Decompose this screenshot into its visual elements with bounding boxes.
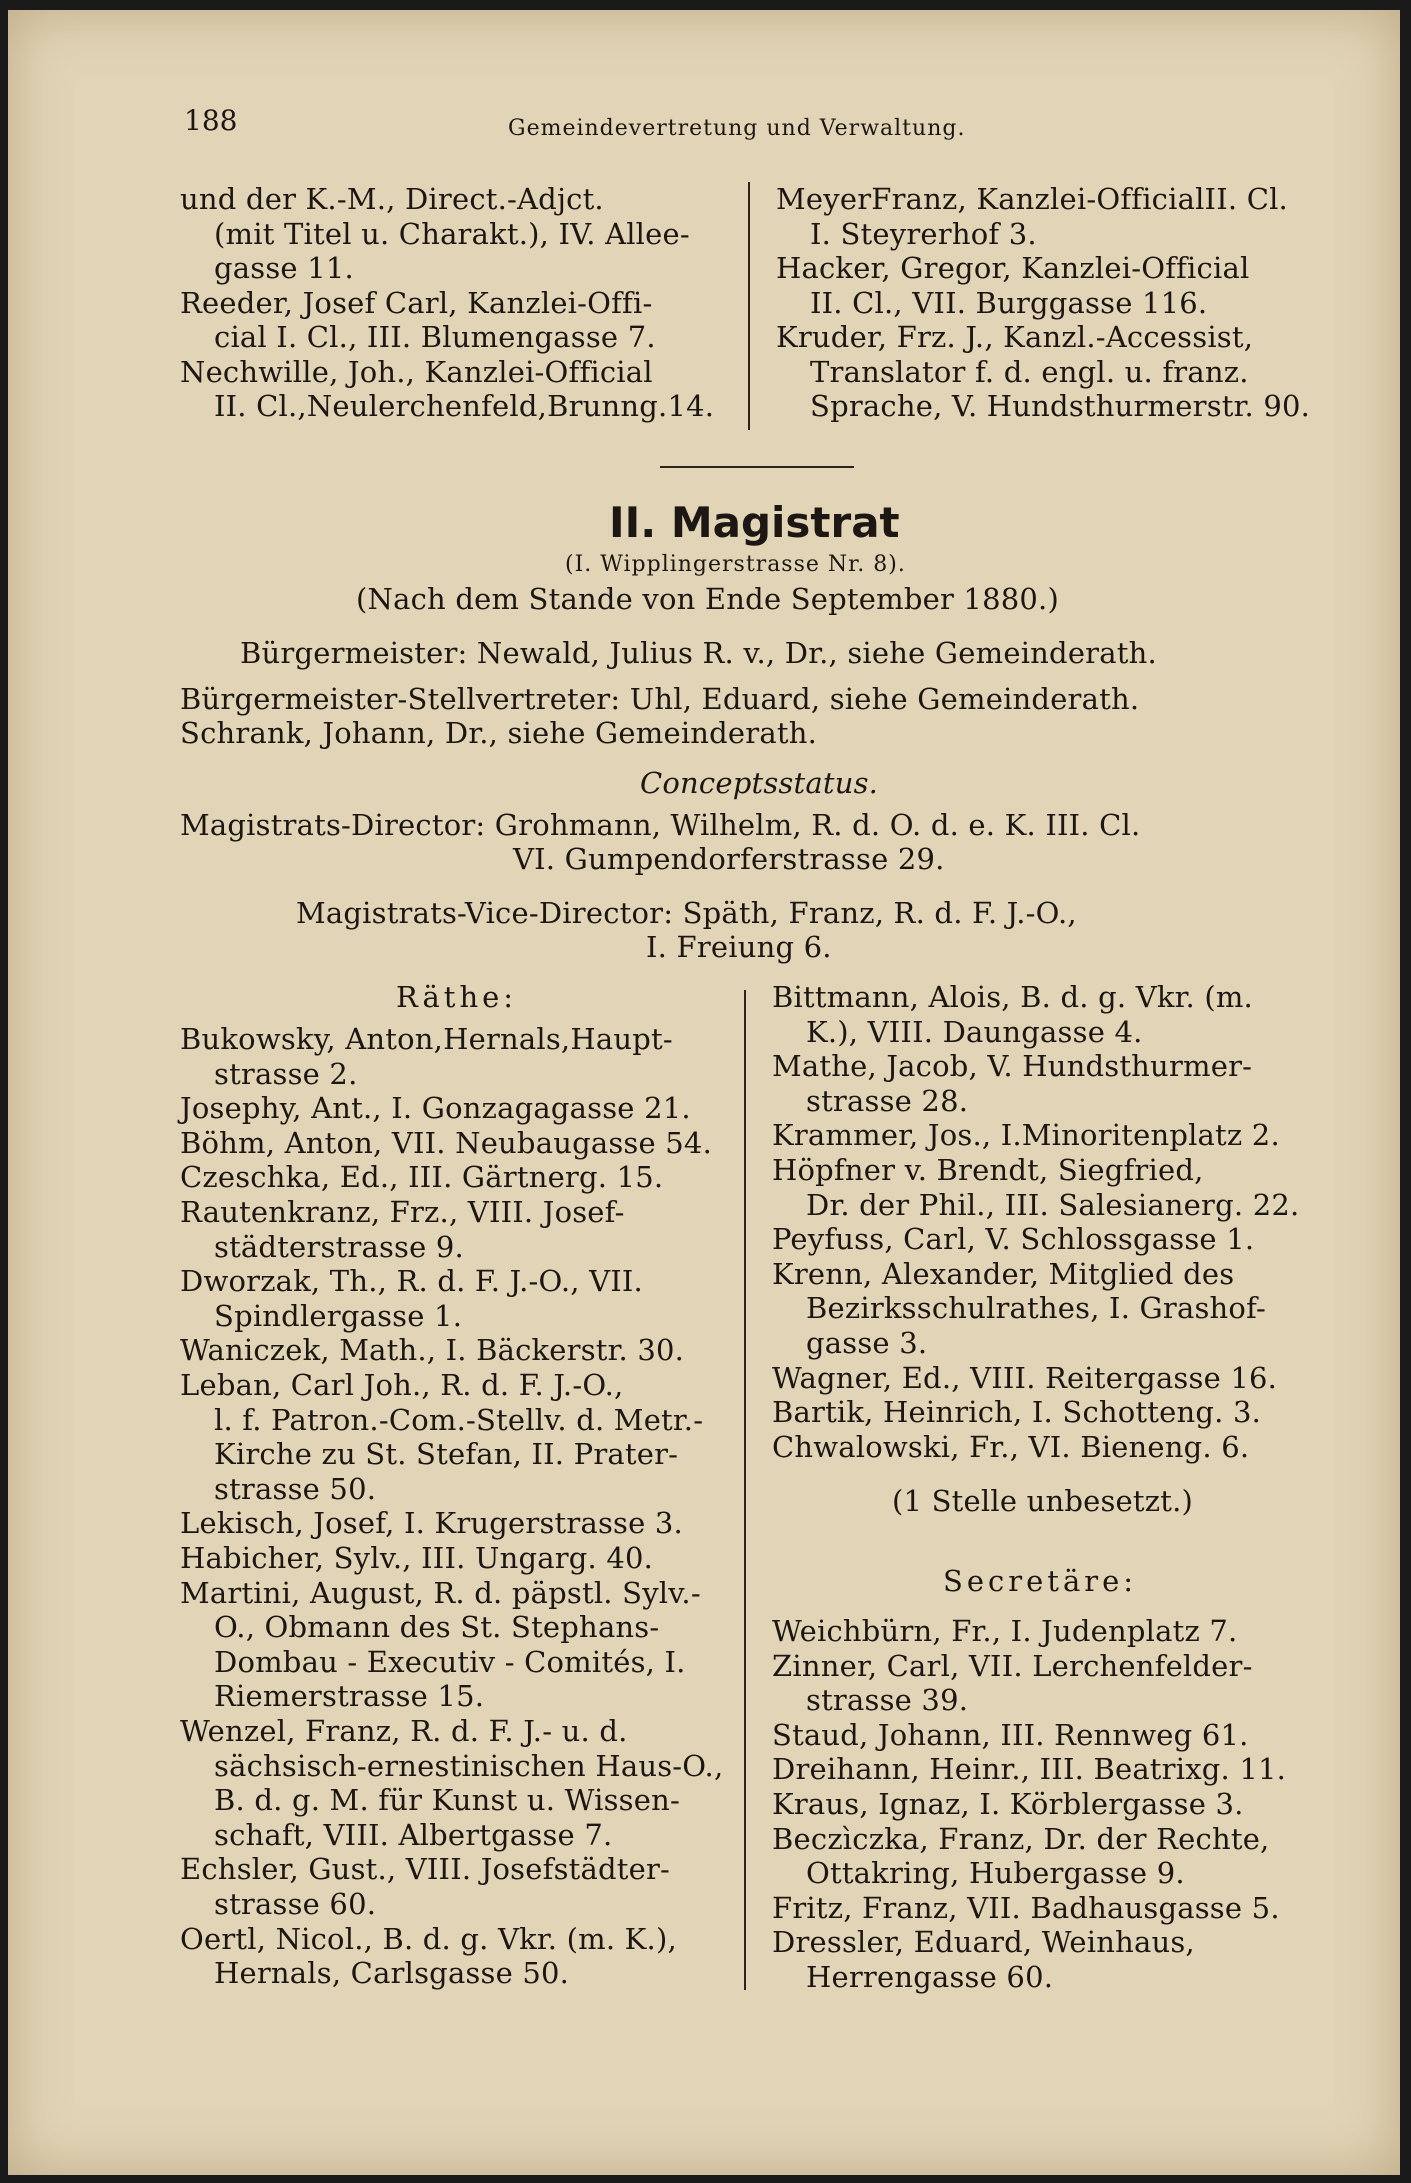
secretaer-entry-line: Weichbürn, Fr., I. Judenplatz 7.: [772, 1614, 1238, 1648]
raethe-entry-line: strasse 2.: [214, 1056, 358, 1091]
entry-line: Translator f. d. engl. u. franz.: [810, 354, 1249, 389]
section-title: II. Magistrat: [609, 498, 900, 547]
vice-director-line-1: Magistrats-Vice-Director: Späth, Franz, R. d. F. J.-O.,: [296, 896, 1077, 930]
vice-director-line-2: I. Freiung 6.: [646, 930, 832, 964]
raethe-entry-line: Krenn, Alexander, Mitglied des: [772, 1256, 1235, 1291]
raethe-entry-line: Krammer, Jos., I.Minoritenplatz 2.: [772, 1118, 1280, 1153]
book-page: [8, 10, 1400, 2175]
column-divider-top: [748, 182, 750, 430]
raethe-entry-line: Spindlergasse 1.: [214, 1298, 463, 1333]
raethe-entry-line: B. d. g. M. für Kunst u. Wissen-: [214, 1783, 680, 1818]
raethe-entry-line: Leban, Carl Joh., R. d. F. J.-O.,: [180, 1368, 624, 1402]
entry-line: (mit Titel u. Charakt.), IV. Allee-: [214, 216, 690, 251]
raethe-entry-line: Dworzak, Th., R. d. F. J.-O., VII.: [180, 1264, 643, 1299]
secretaer-entry-line: strasse 39.: [806, 1683, 969, 1718]
raethe-entry-line: strasse 28.: [806, 1083, 969, 1118]
entry-line: cial I. Cl., III. Blumengasse 7.: [214, 320, 656, 354]
secretaer-entry-line: Fritz, Franz, VII. Badhausgasse 5.: [772, 1890, 1280, 1925]
raethe-entry-line: städterstrasse 9.: [214, 1229, 464, 1264]
raethe-entry-line: Mathe, Jacob, V. Hundsthurmer-: [772, 1049, 1253, 1084]
entry-line: II. Cl., VII. Burggasse 116.: [810, 285, 1208, 320]
raethe-entry-line: strasse 60.: [214, 1887, 377, 1921]
secretaer-entry-line: Dreihann, Heinr., III. Beatrixg. 11.: [772, 1752, 1287, 1787]
concepts-heading: Conceptsstatus.: [640, 766, 879, 800]
entry-line: Sprache, V. Hundsthurmerstr. 90.: [810, 389, 1311, 423]
raethe-entry-line: Wenzel, Franz, R. d. F. J.- u. d.: [180, 1714, 628, 1748]
raethe-entry-line: Habicher, Sylv., III. Ungarg. 40.: [180, 1541, 654, 1575]
raethe-entry-line: Echsler, Gust., VIII. Josefstädter-: [180, 1852, 671, 1887]
raethe-entry-line: Böhm, Anton, VII. Neubaugasse 54.: [180, 1125, 712, 1160]
entry-line: Nechwille, Joh., Kanzlei-Official: [180, 354, 653, 389]
entry-line: I. Steyrerhof 3.: [810, 216, 1037, 251]
secretaer-entry-line: Ottakring, Hubergasse 9.: [806, 1856, 1185, 1891]
raethe-entry-line: strasse 50.: [214, 1471, 377, 1506]
entry-line: MeyerFranz, Kanzlei-OfficialII. Cl.: [776, 182, 1288, 216]
raethe-entry-line: Chwalowski, Fr., VI. Bieneng. 6.: [772, 1429, 1250, 1464]
raethe-entry-line: Martini, August, R. d. päpstl. Sylv.-: [180, 1575, 701, 1610]
raethe-entry-line: schaft, VIII. Albertgasse 7.: [214, 1817, 613, 1852]
entry-line: II. Cl.,Neulerchenfeld,Brunng.14.: [214, 389, 715, 423]
raethe-entry-line: gasse 3.: [806, 1326, 928, 1360]
secretaer-entry-line: Beczìczka, Franz, Dr. der Rechte,: [772, 1821, 1270, 1856]
raethe-entry-line: Dombau - Executiv - Comités, I.: [214, 1644, 686, 1679]
raethe-entry-line: l. f. Patron.-Com.-Stellv. d. Metr.-: [214, 1402, 704, 1437]
director-line-2: VI. Gumpendorferstrasse 29.: [513, 842, 945, 876]
secretaer-entry-line: Kraus, Ignaz, I. Körblergasse 3.: [772, 1787, 1244, 1821]
raethe-entry-line: Bukowsky, Anton,Hernals,Haupt-: [180, 1022, 673, 1056]
column-divider-bottom: [744, 990, 746, 1990]
raethe-entry-line: Bittmann, Alois, B. d. g. Vkr. (m.: [772, 980, 1253, 1014]
raethe-entry-line: Kirche zu St. Stefan, II. Prater-: [214, 1437, 679, 1472]
secretaer-entry-line: Staud, Johann, III. Rennweg 61.: [772, 1717, 1249, 1752]
secretaer-entry-line: Dressler, Eduard, Weinhaus,: [772, 1925, 1195, 1960]
raethe-entry-line: Peyfuss, Carl, V. Schlossgasse 1.: [772, 1222, 1255, 1257]
page-number: 188: [184, 104, 238, 137]
stellvertreter-line-2: Schrank, Johann, Dr., siehe Gemeinderath.: [180, 716, 817, 750]
date-note: (Nach dem Stande von Ende September 1880.): [356, 582, 1059, 616]
raethe-entry-line: Rautenkranz, Frz., VIII. Josef-: [180, 1195, 625, 1229]
raethe-entry-line: Lekisch, Josef, I. Krugerstrasse 3.: [180, 1506, 683, 1541]
raethe-entry-line: Bartik, Heinrich, I. Schotteng. 3.: [772, 1395, 1262, 1430]
entry-line: Reeder, Josef Carl, Kanzlei-Offi-: [180, 285, 653, 320]
raethe-entry-line: Oertl, Nicol., B. d. g. Vkr. (m. K.),: [180, 1921, 677, 1956]
entry-line: gasse 11.: [214, 251, 354, 285]
buergermeister-line: Bürgermeister: Newald, Julius R. v., Dr., siehe Gemeinderath.: [240, 636, 1157, 670]
raethe-entry-line: K.), VIII. Daungasse 4.: [806, 1014, 1143, 1049]
raethe-entry-line: Czeschka, Ed., III. Gärtnerg. 15.: [180, 1160, 664, 1195]
section-rule: [660, 466, 854, 468]
vacancy-note: (1 Stelle unbesetzt.): [892, 1484, 1194, 1518]
director-line-1: Magistrats-Director: Grohmann, Wilhelm, R. d. O. d. e. K. III. Cl.: [180, 808, 1141, 842]
raethe-entry-line: sächsisch-ernestinischen Haus-O.,: [214, 1748, 724, 1783]
secretaere-heading: Secretäre:: [943, 1564, 1138, 1598]
raethe-entry-line: Wagner, Ed., VIII. Reitergasse 16.: [772, 1360, 1278, 1395]
secretaer-entry-line: Zinner, Carl, VII. Lerchenfelder-: [772, 1648, 1253, 1683]
entry-line: und der K.-M., Direct.-Adjct.: [180, 182, 604, 216]
section-address: (I. Wipplingerstrasse Nr. 8).: [565, 552, 906, 577]
raethe-heading: Räthe:: [396, 980, 518, 1014]
raethe-entry-line: Bezirksschulrathes, I. Grashof-: [806, 1291, 1266, 1326]
entry-line: Kruder, Frz. J., Kanzl.-Accessist,: [776, 320, 1254, 354]
raethe-entry-line: Dr. der Phil., III. Salesianerg. 22.: [806, 1187, 1300, 1222]
running-head: Gemeindevertretung und Verwaltung.: [508, 116, 966, 141]
raethe-entry-line: Riemerstrasse 15.: [214, 1679, 485, 1714]
stellvertreter-line-1: Bürgermeister-Stellvertreter: Uhl, Eduard, siehe Gemeinderath.: [180, 682, 1140, 716]
raethe-entry-line: Hernals, Carlsgasse 50.: [214, 1956, 570, 1991]
raethe-entry-line: Höpfner v. Brendt, Siegfried,: [772, 1153, 1204, 1187]
secretaer-entry-line: Herrengasse 60.: [806, 1960, 1054, 1994]
raethe-entry-line: Josephy, Ant., I. Gonzagagasse 21.: [180, 1091, 691, 1126]
entry-line: Hacker, Gregor, Kanzlei-Official: [776, 251, 1250, 285]
raethe-entry-line: Waniczek, Math., I. Bäckerstr. 30.: [180, 1333, 685, 1368]
raethe-entry-line: O., Obmann des St. Stephans-: [214, 1610, 660, 1645]
